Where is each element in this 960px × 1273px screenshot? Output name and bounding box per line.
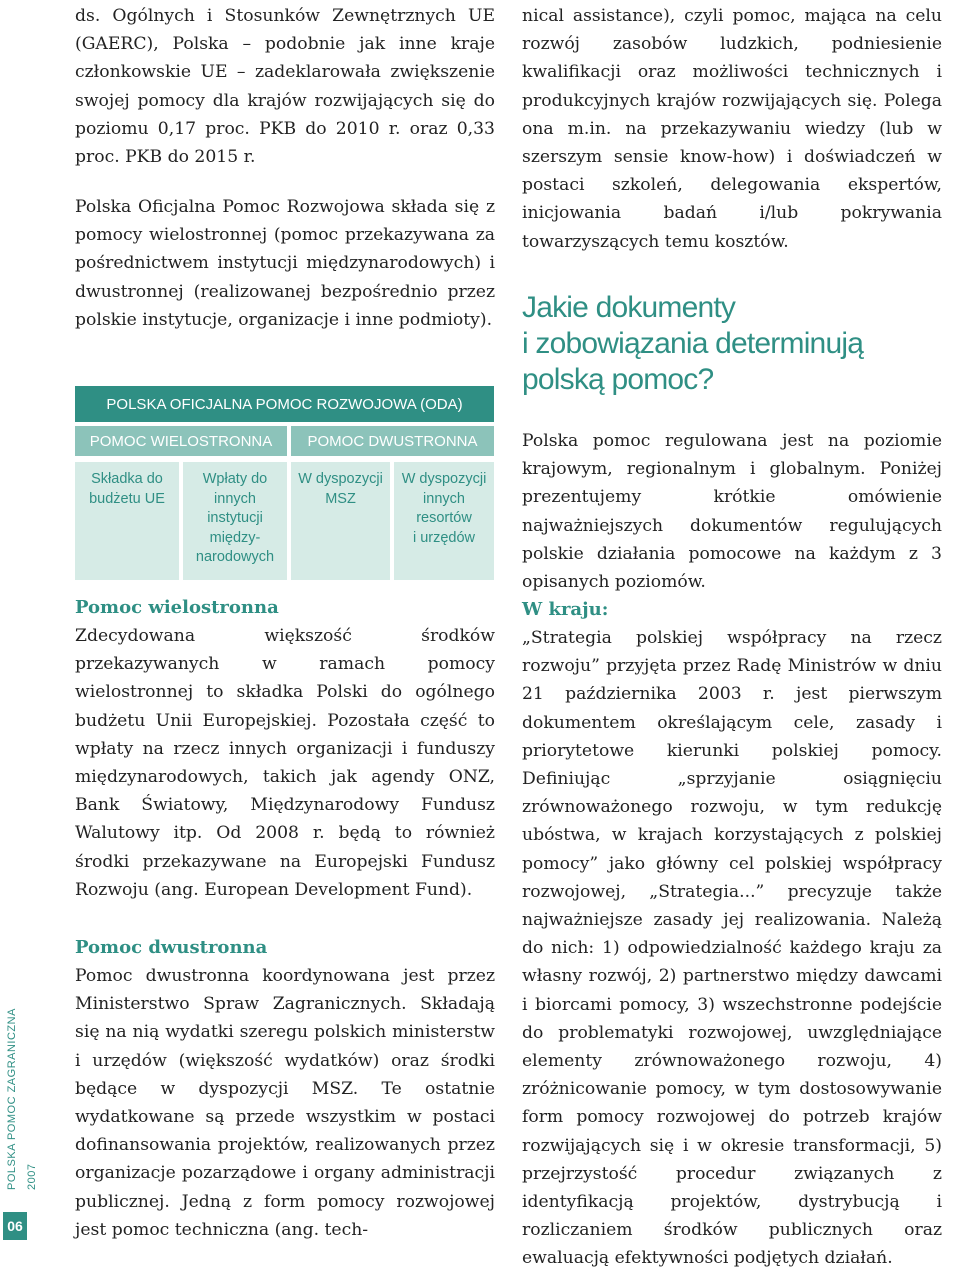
national-level-section — [522, 596, 942, 1273]
diagram-eu-budget-line-1: Składka do — [91, 471, 163, 487]
diagram-title-box: POLSKA OFICJALNA POMOC ROZWOJOWA (ODA) — [75, 386, 494, 422]
diagram-other-ministries-box — [394, 462, 494, 580]
bilateral-section — [75, 934, 495, 1244]
oda-structure-diagram — [75, 386, 494, 580]
page-number: 06 — [3, 1212, 27, 1240]
diagram-intl-line-4: między- — [209, 529, 261, 546]
multilateral-text: Zdecydowana większość środków przekazywanych w ramach pomocy wielostronnej to składka Polski do ogólnego budżetu Unii Europejskiej. Pozostała część to wpłaty na rzecz innych organizacji i funduszy międzynarodowych, takich jak agendy ONZ, Bank Światowy, Międzynarodowy Fundusz Walutowy itp. Od 2008 r. będą to również środki przekazywane na Europejski Fundusz Rozwoju (ang. European Development Fund). — [75, 626, 495, 900]
diagram-eu-budget-box — [75, 462, 179, 580]
publication-title-vertical: POLSKA POMOC ZAGRANICZNA 2007 — [6, 1008, 38, 1190]
diagram-other-line-1: W dyspozycji — [401, 471, 487, 487]
multilateral-section — [75, 594, 495, 904]
left-intro-paragraph — [75, 2, 495, 171]
documents-heading — [522, 290, 942, 398]
diagram-intl-institutions-box — [183, 462, 287, 580]
diagram-msz-line-2: MSZ — [325, 490, 356, 507]
documents-heading-line-1: Jakie dokumenty — [522, 291, 736, 324]
technical-assistance-text: nical assistance), czyli pomoc, mająca na celu rozwój zasobów ludzkich, podniesienie kwalifikacji oraz możliwości technicznych i produkcyjnych krajów rozwijających się. Polega ona m.in. na przekazywaniu wiedzy (lub w szerszym sensie know-how) i doświadczeń w postaci szkoleń, delegowania ekspertów, inicjowania badań i/lub pokrywania towarzyszących temu kosztów. — [522, 6, 942, 252]
bilateral-text: Pomoc dwustronna koordynowana jest przez Ministerstwo Spraw Zagranicznych. Składają się na nią wydatki szeregu polskich ministerstw i urzędów (większość wydatków) oraz środki będące w dyspozycji MSZ. Te ostatnie wydatkowane są przede wszystkim w postaci dofinansowania projektów, realizowanych przez organizacje pozarządowe i organy administracji publicznej. Jedną z form pomocy rozwojowej jest pomoc techniczna (ang. tech- — [75, 966, 495, 1240]
multilateral-heading: Pomoc wielostronna — [75, 597, 279, 618]
diagram-other-line-2: innych — [423, 490, 465, 507]
oda-description-text: Polska Oficjalna Pomoc Rozwojowa składa się z pomocy wielostronnej (pomoc przekazywana za pośrednictwem instytucji międzynarodowych) i dwustronnej (realizowanej bezpośrednio przez polskie instytucje, organizacje i inne podmioty). — [75, 197, 495, 330]
documents-intro-paragraph — [522, 427, 942, 596]
national-level-heading: W kraju: — [522, 599, 609, 620]
documents-heading-line-3: polską pomoc? — [522, 363, 714, 396]
diagram-intl-line-2: innych — [214, 490, 256, 507]
bilateral-heading: Pomoc dwustronna — [75, 937, 268, 958]
documents-intro-text: Polska pomoc regulowana jest na poziomie krajowym, regionalnym i globalnym. Poniżej prezentujemy krótkie omówienie najważniejszych dokumentów regulujących polskie działania pomocowe na każdym z 3 opisanych poziomów. — [522, 431, 942, 593]
diagram-intl-line-5: narodowych — [195, 549, 275, 565]
diagram-intl-line-1: Wpłaty do — [202, 471, 268, 487]
diagram-bilateral-box: POMOC DWUSTRONNA — [291, 426, 494, 456]
diagram-other-line-3: resortów — [416, 510, 472, 526]
left-intro-text: ds. Ogólnych i Stosunków Zewnętrznych UE (GAERC), Polska – podobnie jak inne kraje członkowskie UE – zadeklarowała zwiększenie swojej pomocy dla krajów rozwijających się do poziomu 0,17 proc. PKB do 2010 r. oraz 0,33 proc. PKB do 2015 r. — [75, 6, 495, 168]
diagram-intl-line-3: instytucji — [207, 510, 263, 526]
diagram-multilateral-box: POMOC WIELOSTRONNA — [75, 426, 287, 456]
documents-heading-line-2: i zobowiązania determinują — [522, 327, 864, 360]
oda-description-paragraph — [75, 193, 495, 334]
diagram-eu-budget-line-2: budżetu UE — [89, 490, 165, 507]
diagram-msz-box — [291, 462, 390, 580]
diagram-msz-line-1: W dyspozycji — [298, 471, 383, 487]
technical-assistance-paragraph — [522, 2, 942, 256]
national-level-text: „Strategia polskiej współpracy na rzecz rozwoju” przyjęta przez Radę Ministrów w dniu 21 października 2003 r. jest pierwszym dokumentem określającym cele, zasady i priorytetowe kierunki polskiej pomocy. Definiując „sprzyjanie osiągnięciu zrównoważonego rozwoju, w tym redukcję ubóstwa, w krajach korzystających z polskiej pomocy” jako główny cel polskiej współpracy rozwojowej, „Strategia...” precyzuje także najważniejsze zasady jej realizowania. Należą do nich: 1) odpowiedzialność każdego kraju za własny rozwój, 2) partnerstwo między dawcami i biorcami pomocy, 3) wszechstronne podejście do problematyki rozwojowej, uwzględniające elementy zrównoważonego rozwoju, 4) zróżnicowanie pomocy, w tym dostosowywanie form pomocy rozwojowej do potrzeb krajów rozwijających się i w okresie transformacji, 5) przejrzystość procedur związanych z identyfikacją projektów, dystrybucją i rozliczaniem środków publicznych oraz ewaluacją efektywności podjętych działań. — [522, 628, 942, 1269]
diagram-other-line-4: i urzędów — [412, 529, 476, 546]
